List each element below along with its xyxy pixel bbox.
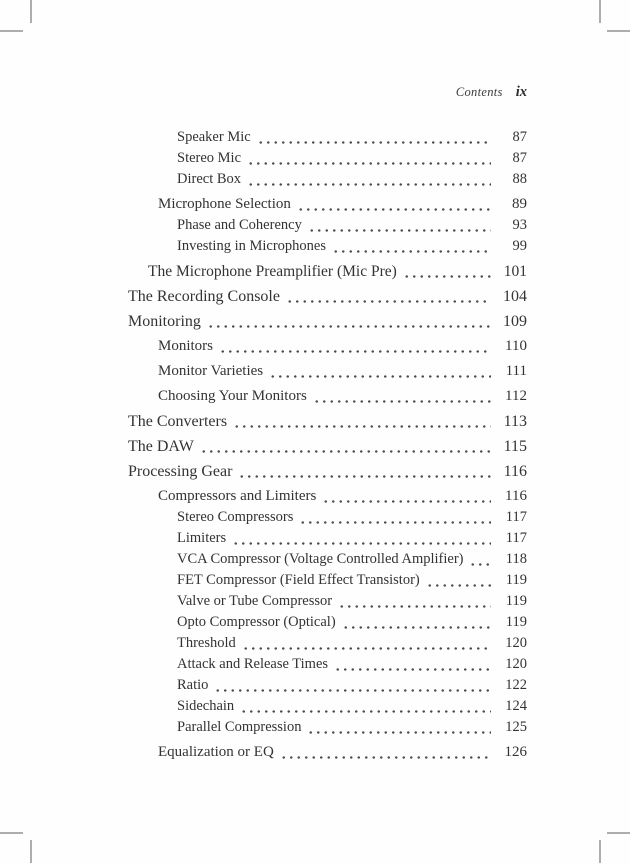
toc-entry-title: Attack and Release Times bbox=[177, 656, 329, 672]
toc-entry bbox=[128, 148, 527, 169]
toc-entry bbox=[128, 261, 527, 282]
toc-entry bbox=[128, 696, 527, 717]
toc-entry-title: Choosing Your Monitors bbox=[158, 388, 307, 404]
dot-leader bbox=[307, 730, 491, 735]
dot-leader bbox=[257, 140, 491, 145]
dot-leader bbox=[240, 709, 491, 714]
dot-leader bbox=[297, 207, 491, 212]
toc-entry-page: 111 bbox=[505, 363, 527, 379]
toc-entry-title: Investing in Microphones bbox=[177, 238, 327, 254]
running-header bbox=[128, 83, 527, 101]
toc-entry-page: 101 bbox=[503, 263, 527, 280]
toc-entry-page: 125 bbox=[505, 719, 527, 735]
toc-entry-title: Phase and Coherency bbox=[177, 217, 302, 233]
toc-entry-title: Limiters bbox=[177, 530, 227, 546]
dot-leader bbox=[200, 449, 491, 454]
toc-entry-page: 124 bbox=[505, 698, 527, 714]
toc-entry-title: Sidechain bbox=[177, 698, 235, 714]
toc-entry-page: 115 bbox=[503, 438, 527, 455]
toc-entry-title: The Converters bbox=[128, 413, 228, 430]
toc-entry bbox=[128, 612, 527, 633]
toc-entry-title: Microphone Selection bbox=[158, 196, 291, 212]
toc-entry-title: Processing Gear bbox=[128, 463, 233, 480]
dot-leader bbox=[308, 228, 491, 233]
dot-leader bbox=[469, 562, 491, 567]
toc-entry bbox=[128, 386, 527, 407]
dot-leader bbox=[426, 583, 491, 588]
toc-entry-page: 93 bbox=[512, 217, 527, 233]
dot-leader bbox=[286, 299, 491, 304]
toc-entry-page: 89 bbox=[512, 196, 527, 212]
crop-mark-bottom-right-vertical bbox=[599, 840, 601, 863]
toc-entry bbox=[128, 286, 527, 307]
toc-entry-page: 117 bbox=[505, 509, 527, 525]
toc-entry-title: VCA Compressor (Voltage Controlled Amplifier) bbox=[177, 551, 464, 567]
toc-entry bbox=[128, 528, 527, 549]
crop-mark-bottom-left-vertical bbox=[30, 840, 32, 863]
toc-entry-page: 110 bbox=[505, 338, 527, 354]
toc-entry-page: 119 bbox=[505, 593, 527, 609]
toc-entry-title: Ratio bbox=[177, 677, 209, 693]
toc-entry-page: 87 bbox=[512, 129, 527, 145]
crop-mark-top-right-vertical bbox=[599, 0, 601, 23]
dot-leader bbox=[219, 349, 491, 354]
running-header-title: Contents bbox=[455, 85, 503, 99]
toc-entry-title: Threshold bbox=[177, 635, 236, 651]
toc-entry-page: 112 bbox=[505, 388, 527, 404]
dot-leader bbox=[214, 688, 491, 693]
toc-entry bbox=[128, 169, 527, 190]
dot-leader bbox=[247, 182, 491, 187]
toc-entry bbox=[128, 411, 527, 432]
toc-entry-title: Monitors bbox=[158, 338, 214, 354]
toc-entry-page: 104 bbox=[503, 288, 527, 305]
toc-entry bbox=[128, 570, 527, 591]
dot-leader bbox=[313, 399, 491, 404]
toc-entry-page: 116 bbox=[505, 488, 527, 504]
toc-entry bbox=[128, 215, 527, 236]
toc-entry-page: 109 bbox=[503, 313, 527, 330]
toc-entry-title: The DAW bbox=[128, 438, 194, 455]
toc-entry-title: Stereo Mic bbox=[177, 150, 242, 166]
toc-entry-title: Stereo Compressors bbox=[177, 509, 294, 525]
toc-entry bbox=[128, 361, 527, 382]
toc-entry-page: 113 bbox=[503, 413, 527, 430]
dot-leader bbox=[207, 324, 491, 329]
crop-mark-top-left-vertical bbox=[30, 0, 32, 23]
dot-leader bbox=[247, 161, 491, 166]
toc-entry bbox=[128, 236, 527, 257]
toc-entry-page: 119 bbox=[505, 614, 527, 630]
toc-entry-page: 126 bbox=[504, 744, 527, 760]
toc-entry bbox=[128, 486, 527, 507]
toc-entry-page: 120 bbox=[505, 656, 527, 672]
toc-entry-page: 120 bbox=[505, 635, 527, 651]
crop-mark-top-left-horizontal bbox=[0, 30, 23, 32]
toc-entry-title: Monitor Varieties bbox=[158, 363, 264, 379]
dot-leader bbox=[342, 625, 491, 630]
toc-entry-title: Equalization or EQ bbox=[158, 744, 274, 760]
crop-mark-bottom-right-horizontal bbox=[607, 832, 630, 834]
toc-entry-title: Monitoring bbox=[128, 313, 201, 330]
toc-entry-page: 88 bbox=[512, 171, 527, 187]
dot-leader bbox=[233, 424, 491, 429]
toc-entry bbox=[128, 591, 527, 612]
toc-entry bbox=[128, 507, 527, 528]
dot-leader bbox=[338, 604, 491, 609]
toc-entry-title: FET Compressor (Field Effect Transistor) bbox=[177, 572, 420, 588]
toc-entry-page: 117 bbox=[505, 530, 527, 546]
toc-entry-title: Valve or Tube Compressor bbox=[177, 593, 333, 609]
crop-mark-top-right-horizontal bbox=[607, 30, 630, 32]
dot-leader bbox=[232, 541, 491, 546]
toc-entry bbox=[128, 311, 527, 332]
toc-entry-title: Compressors and Limiters bbox=[158, 488, 317, 504]
toc-entry bbox=[128, 717, 527, 738]
toc-entry-title: Direct Box bbox=[177, 171, 242, 187]
toc-entry-page: 122 bbox=[505, 677, 527, 693]
toc-entry bbox=[128, 127, 527, 148]
toc-entry-page: 99 bbox=[512, 238, 527, 254]
toc-entry-page: 118 bbox=[505, 551, 527, 567]
toc-entry-title: The Microphone Preamplifier (Mic Pre) bbox=[148, 263, 397, 280]
toc-entry bbox=[128, 675, 527, 696]
toc-entry bbox=[128, 461, 527, 482]
dot-leader bbox=[280, 755, 491, 760]
table-of-contents bbox=[128, 127, 527, 763]
toc-entry bbox=[128, 436, 527, 457]
toc-entry-page: 87 bbox=[512, 150, 527, 166]
dot-leader bbox=[242, 646, 491, 651]
dot-leader bbox=[238, 474, 491, 479]
dot-leader bbox=[299, 520, 491, 525]
dot-leader bbox=[269, 374, 491, 379]
dot-leader bbox=[332, 249, 491, 254]
toc-entry bbox=[128, 633, 527, 654]
toc-entry-title: The Recording Console bbox=[128, 288, 280, 305]
page-number-folio: ix bbox=[515, 84, 527, 100]
toc-entry-title: Speaker Mic bbox=[177, 129, 251, 145]
dot-leader bbox=[322, 499, 491, 504]
dot-leader bbox=[334, 667, 491, 672]
toc-entry bbox=[128, 742, 527, 763]
toc-entry-title: Parallel Compression bbox=[177, 719, 302, 735]
toc-entry bbox=[128, 194, 527, 215]
toc-entry-title: Opto Compressor (Optical) bbox=[177, 614, 336, 630]
toc-entry bbox=[128, 549, 527, 570]
toc-entry bbox=[128, 654, 527, 675]
toc-entry bbox=[128, 336, 527, 357]
crop-mark-bottom-left-horizontal bbox=[0, 832, 23, 834]
toc-entry-page: 116 bbox=[503, 463, 527, 480]
toc-entry-page: 119 bbox=[505, 572, 527, 588]
dot-leader bbox=[403, 274, 491, 279]
